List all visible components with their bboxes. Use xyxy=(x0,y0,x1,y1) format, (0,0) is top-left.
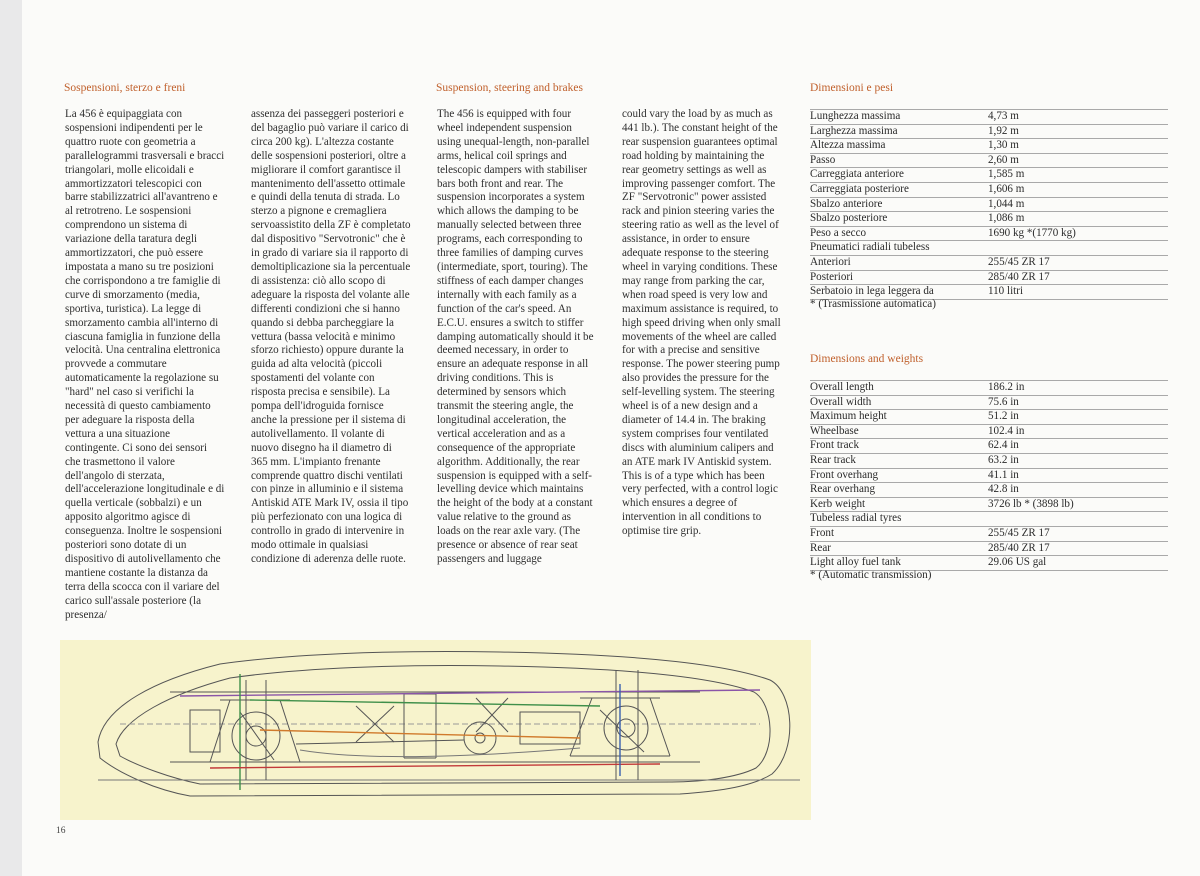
table-row xyxy=(810,555,1168,570)
spec-value: 1,044 m xyxy=(988,197,1025,210)
spec-value: 4,73 m xyxy=(988,110,1019,122)
spec-value: 285/40 ZR 17 xyxy=(988,270,1050,283)
spec-value: 1,30 m xyxy=(988,139,1019,152)
spec-label: Front xyxy=(810,526,835,539)
table-row xyxy=(810,511,1168,526)
front-wheel-hub xyxy=(232,712,280,760)
green-line xyxy=(240,674,600,790)
spec-label: Larghezza massima xyxy=(810,124,898,137)
spec-label: Peso a secco xyxy=(810,226,867,239)
table-row xyxy=(810,395,1168,410)
chassis-technical-drawing xyxy=(60,640,811,820)
spec-value xyxy=(988,512,1168,526)
table-row xyxy=(810,409,1168,424)
spec-label: Rear overhang xyxy=(810,483,875,496)
table-row xyxy=(810,167,1168,182)
spec-label: Kerb weight xyxy=(810,497,866,510)
steering-wheel xyxy=(464,722,496,754)
steering-column xyxy=(296,740,464,744)
table-row xyxy=(810,226,1168,241)
purple-line xyxy=(180,690,760,696)
italian-text-column-1 xyxy=(65,108,225,623)
english-text-column-1 xyxy=(437,108,597,567)
table-row xyxy=(810,270,1168,285)
brake-line xyxy=(300,748,580,757)
spec-value: 63.2 in xyxy=(988,453,1019,466)
table-row xyxy=(810,453,1168,468)
english-text-column-2 xyxy=(622,108,782,539)
spec-value: 255/45 ZR 17 xyxy=(988,526,1050,539)
spec-value: 110 litri xyxy=(988,285,1024,298)
spec-value xyxy=(988,241,1168,255)
brochure-page xyxy=(22,0,1200,876)
spec-label: Front track xyxy=(810,439,859,452)
spec-value: 29.06 US gal xyxy=(988,556,1047,569)
chassis-drawing-svg xyxy=(60,640,811,820)
spec-value: 3726 lb * (3898 lb) xyxy=(988,497,1074,510)
spec-value: 186.2 in xyxy=(988,381,1025,393)
spec-label: Tubeless radial tyres xyxy=(810,512,902,525)
spec-label: Overall width xyxy=(810,395,872,408)
spec-label: Light alloy fuel tank xyxy=(810,556,901,569)
spec-label: Sbalzo anteriore xyxy=(810,197,883,210)
spec-value: 255/45 ZR 17 xyxy=(988,255,1050,268)
table-row xyxy=(810,240,1168,255)
rear-crossmember xyxy=(520,712,580,744)
spec-value: 1,086 m xyxy=(988,212,1025,225)
spec-label: Carreggiata anteriore xyxy=(810,168,904,181)
spec-label: Carreggiata posteriore xyxy=(810,182,909,195)
table-row xyxy=(810,438,1168,453)
dimensioni-footnote: * (Trasmissione automatica) xyxy=(810,298,936,310)
spec-label: Rear xyxy=(810,541,831,554)
spec-label: Passo xyxy=(810,153,836,166)
english-heading: Suspension, steering and brakes xyxy=(436,82,583,94)
english-paragraph-2: could vary the load by as much as 441 lb.). The constant height of the rear suspension guarantees optimal road holding by maintaining the rear geometry settings as well as improving passenger comfort. The ZF "Servotronic" power assisted rack and pinion steering varies the steering ratio as well as the level of assistance, in order to ensure adequate response to the steering wheel in varying conditions. These may range from parking the car, when road speed is very low and maximum assistance is required, to high speed driving when only small movements of the wheel are called for with a precise and sensitive response. The power steering pump also provides the pressure for the self-levelling system. The steering wheel is of a new design and a diameter of 14.4 in. The braking system comprises four ventilated discs with aluminium calipers and an ATE mark IV Antiskid system. This is of a type which has been very perfected, with a control logic which ensures a degree of intervention in all conditions to optimise tire grip. xyxy=(622,108,781,538)
spec-value: 51.2 in xyxy=(988,410,1019,423)
table-row xyxy=(810,124,1168,139)
spec-value: 75.6 in xyxy=(988,395,1019,408)
table-row xyxy=(810,497,1168,512)
spec-label: Front overhang xyxy=(810,468,879,481)
italian-heading: Sospensioni, sterzo e freni xyxy=(64,82,186,94)
table-row xyxy=(810,284,1168,299)
page-number: 16 xyxy=(56,826,66,836)
spec-label: Maximum height xyxy=(810,410,887,423)
spec-label: Overall length xyxy=(810,381,874,393)
table-row xyxy=(810,541,1168,556)
table-row xyxy=(810,380,1168,395)
spec-value: 2,60 m xyxy=(988,153,1019,166)
italian-paragraph-1: La 456 è equipaggiata con sospensioni indipendenti per le quattro ruote con geometria a parallelogrammi trasversali e bracci triangolari, molle elicoidali e ammortizzatori telescopici con barre stabilizzatrici all'avantreno e al retrotreno. Le sospensioni comprendono un sistema di variazione della taratura degli ammortizzatori, che può essere impostata a mano su tre posizioni che corrispondono a tre famiglie di curve di smorzamento (media, sportiva, turistica). La legge di smorzamento cambia all'interno di ciascuna famiglia in funzione della velocità. Una centralina elettronica provvede a commutare automaticamente la regolazione su "hard" nel caso si verifichi la necessità di questo cambiamento per adeguare la risposta della vettura a una situazione contingente. Ci sono dei sensori che trasmettono il valore dell'angolo di sterzata, dell'accelerazione longitudinale e di quella verticale (sobbalzi) e un apposito algoritmo agisce di conseguenza. Inoltre le sospensioni posteriori sono dotate di un dispositivo di autolivellamento che mantiene costante la distanza da terra della scocca con il variare del carico sull'assale posteriore (la presenza/ xyxy=(65,108,225,621)
x-brace-left xyxy=(356,706,394,742)
spec-label: Altezza massima xyxy=(810,139,886,152)
rear-wheel-hub xyxy=(604,706,648,750)
table-row xyxy=(810,138,1168,153)
spec-label: Pneumatici radiali tubeless xyxy=(810,241,930,254)
spec-label: Wheelbase xyxy=(810,424,859,437)
table-row xyxy=(810,182,1168,197)
spec-label: Rear track xyxy=(810,453,856,466)
english-paragraph-1: The 456 is equipped with four wheel independent suspension using unequal-length, non-parallel arms, helical coil springs and telescopic dampers with stabiliser bars both front and rear. The suspension incorporates a system which allows the damping to be manually selected between three programs, each corresponding to three families of damping curves (intermediate, sport, touring). The stiffness of each damper changes internally with each family as a function of the car's speed. An E.C.U. ensures a switch to stiffer damping automatically should it be deemed necessary, in order to ensure an adequate response in all driving conditions. This is determined by sensors which transmit the steering angle, the longitudinal acceleration, the vertical acceleration and as a consequence of the appropriate algorithm. Additionally, the rear suspension is equipped with a self-levelling device which maintains the height of the body at a constant value relative to the ground as loads on the rear axle vary. (The presence or absence of rear seat passengers and luggage xyxy=(437,108,594,565)
dimensioni-table xyxy=(810,109,1168,300)
table-row xyxy=(810,424,1168,439)
orange-line xyxy=(260,730,580,738)
table-row xyxy=(810,211,1168,226)
red-line xyxy=(210,764,660,768)
italian-text-column-2 xyxy=(251,108,411,567)
spec-label: Lunghezza massima xyxy=(810,110,901,122)
spec-value: 1,606 m xyxy=(988,182,1025,195)
table-row xyxy=(810,255,1168,270)
spec-value: 1,585 m xyxy=(988,168,1025,181)
spec-label: Anteriori xyxy=(810,255,851,268)
front-wheel-inner xyxy=(246,726,266,746)
dimensions-table xyxy=(810,380,1168,571)
spec-value: 1,92 m xyxy=(988,124,1019,137)
spec-value: 62.4 in xyxy=(988,439,1019,452)
spec-value: 102.4 in xyxy=(988,424,1025,437)
table-row xyxy=(810,482,1168,497)
italian-paragraph-2: assenza dei passeggeri posteriori e del bagaglio può variare il carico di circa 200 kg). L'altezza costante delle sospensioni posteriori, oltre a migliorare il comfort garantisce il mantenimento dell'assetto ottimale e quindi della tenuta di strada. Lo sterzo a pignone e cremagliera servoassistito della ZF è completato dal dispositivo "Servotronic" che è in grado di variare sia il rapporto di demoltiplicazione sia la percentuale di assistenza: ciò allo scopo di adeguare la risposta del volante alle differenti condizioni che si hanno quando si debba parcheggiare la vettura (bassa velocità e minimo sforzo richiesto) oppure durante la guida ad alta velocità (piccoli spostamenti del volante con risposta precisa e sensibile). La pompa dell'idroguida fornisce anche la pressione per il sistema di autolivellamento. Il volante di nuovo disegno ha il diametro di 365 mm. L'impianto frenante comprende quattro dischi ventilati con pinze in alluminio e il sistema Antiskid ATE Mark IV, ossia il tipo più perfezionato con una logica di controllo in grado di intervenire in modo ottimale in qualsiasi condizione di aderenza delle ruote. xyxy=(251,108,411,565)
table-row xyxy=(810,468,1168,483)
dimensions-heading: Dimensions and weights xyxy=(810,353,924,365)
spec-value: 41.1 in xyxy=(988,468,1019,481)
table-row xyxy=(810,153,1168,168)
spec-value: 42.8 in xyxy=(988,483,1019,496)
spec-label: Sbalzo posteriore xyxy=(810,212,888,225)
spec-label: Posteriori xyxy=(810,270,854,283)
dimensioni-heading: Dimensioni e pesi xyxy=(810,82,894,94)
spec-value: 1690 kg *(1770 kg) xyxy=(988,226,1076,239)
spec-value: 285/40 ZR 17 xyxy=(988,541,1050,554)
steering-wheel-boss xyxy=(475,733,485,743)
table-row xyxy=(810,109,1168,124)
spec-label: Serbatoio in lega leggera da xyxy=(810,285,934,298)
table-row xyxy=(810,197,1168,212)
dimensions-footnote: * (Automatic transmission) xyxy=(810,569,932,581)
table-row xyxy=(810,526,1168,541)
